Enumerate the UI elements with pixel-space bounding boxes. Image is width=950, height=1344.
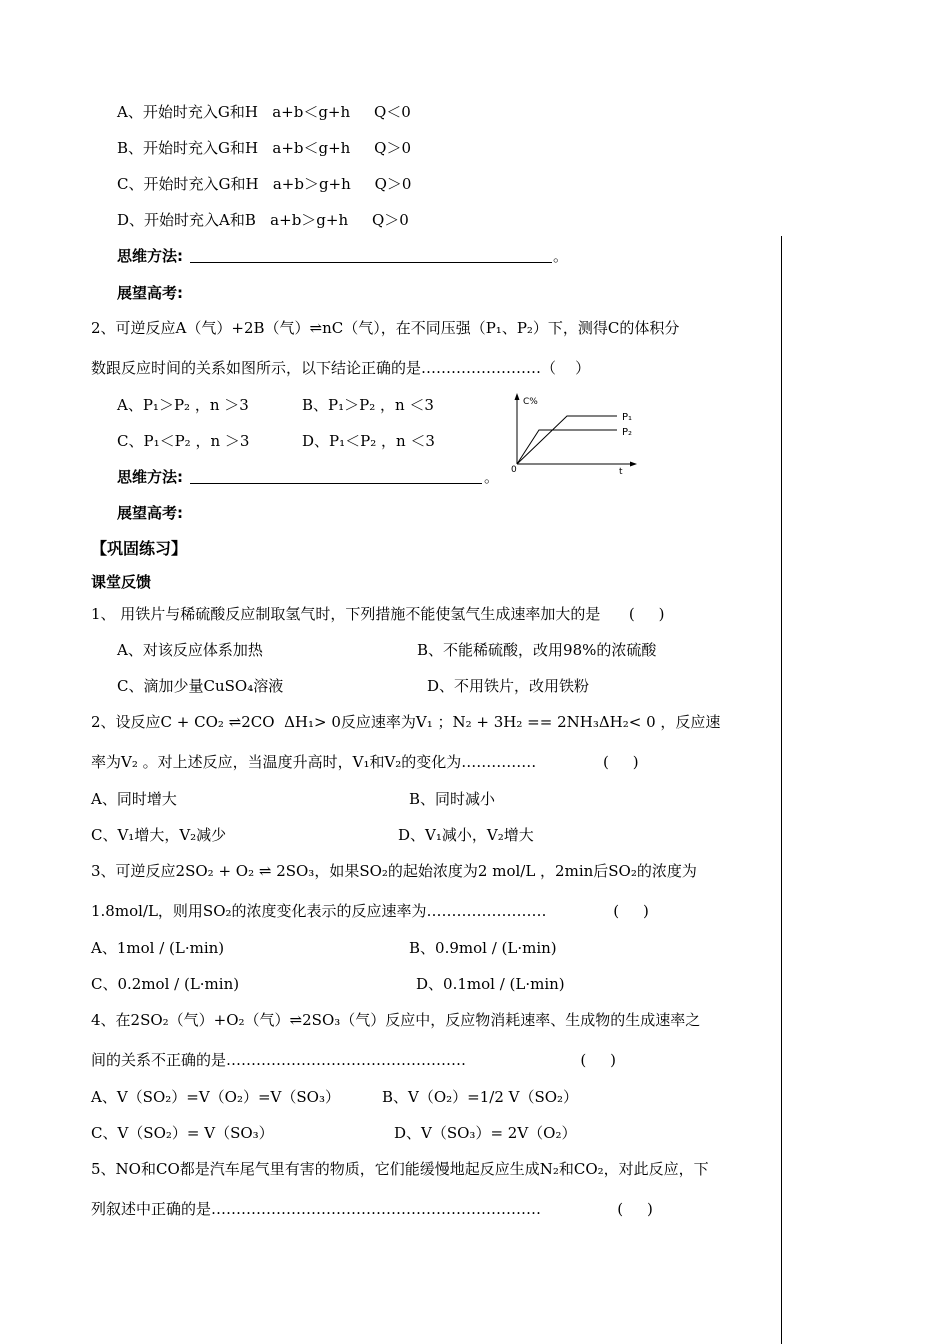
q1-option-c: C、开始时充入G和H a+b＞g+h Q＞0 bbox=[117, 175, 412, 193]
q2-stem-line2: 数跟反应时间的关系如图所示，以下结论正确的是……………………（ ） bbox=[91, 359, 591, 377]
p4-option-d: D、V（SO₃）= 2V（O₂） bbox=[394, 1124, 577, 1142]
concentration-time-graph bbox=[505, 390, 645, 480]
p2-stem-line2: 率为V₂ 。对上述反应，当温度升高时，V₁和V₂的变化为…………… ( ) bbox=[91, 753, 639, 771]
legend-p2: P₂ bbox=[622, 427, 633, 438]
p1-option-a: A、对该反应体系加热 bbox=[117, 641, 263, 659]
legend-p1: P₁ bbox=[622, 412, 633, 423]
period-2: 。 bbox=[484, 468, 500, 486]
answer-blank-1[interactable] bbox=[190, 262, 552, 263]
practice-subheading: 课堂反馈 bbox=[91, 573, 152, 591]
q2-option-a: A、P₁＞P₂ ，n ＞3 bbox=[117, 396, 249, 414]
p3-stem-line1: 3、可逆反应2SO₂ + O₂ ⇌ 2SO₃，如果SO₂的起始浓度为2 mol/L ，2min后SO₂的浓度为 bbox=[91, 862, 697, 880]
q2-option-d: D、P₁＜P₂ ，n ＜3 bbox=[302, 432, 435, 450]
p3-option-a: A、1mol / (L·min) bbox=[91, 939, 225, 957]
p2-option-b: B、同时减小 bbox=[409, 790, 496, 808]
p5-stem-line1: 5、NO和CO都是汽车尾气里有害的物质，它们能缓慢地起反应生成N₂和CO₂，对此反应，下 bbox=[91, 1160, 709, 1178]
p4-option-b: B、V（O₂）=1/2 V（SO₂） bbox=[382, 1088, 579, 1106]
q1-option-b: B、开始时充入G和H a+b＜g+h Q＞0 bbox=[117, 139, 412, 157]
x-axis-label: t bbox=[619, 467, 623, 477]
method-label-1: 思维方法: bbox=[117, 247, 183, 265]
p1-option-b: B、不能稀硫酸，改用98%的浓硫酸 bbox=[417, 641, 657, 659]
curve-p2 bbox=[517, 430, 617, 464]
p2-option-d: D、V₁减小，V₂增大 bbox=[398, 826, 534, 844]
outlook-label-1: 展望高考: bbox=[117, 284, 183, 302]
q1-option-d: D、开始时充入A和B a+b＞g+h Q＞0 bbox=[117, 211, 409, 229]
p2-option-a: A、同时增大 bbox=[91, 790, 177, 808]
q1-option-a: A、开始时充入G和H a+b＜g+h Q＜0 bbox=[117, 103, 411, 121]
answer-blank-2[interactable] bbox=[190, 483, 482, 484]
y-axis-arrow bbox=[515, 393, 520, 400]
method-label-2: 思维方法: bbox=[117, 468, 183, 486]
q2-option-c: C、P₁＜P₂ ，n ＞3 bbox=[117, 432, 250, 450]
p4-option-c: C、V（SO₂）= V（SO₃） bbox=[91, 1124, 274, 1142]
p1-option-d: D、不用铁片，改用铁粉 bbox=[427, 677, 590, 695]
p4-option-a: A、V（SO₂）=V（O₂）=V（SO₃） bbox=[91, 1088, 340, 1106]
q2-stem-line1: 2、可逆反应A（气）+2B（气）⇌nC（气），在不同压强（P₁、P₂）下，测得C的体积分 bbox=[91, 319, 680, 337]
p2-stem-line1: 2、设反应C + CO₂ ⇌2CO ΔH₁> 0反应速率为V₁ ；N₂ + 3H₂ == 2NH₃ΔH₂< 0 ，反应速 bbox=[91, 713, 721, 731]
margin-line bbox=[781, 236, 782, 1344]
q2-option-b: B、P₁＞P₂ ，n ＜3 bbox=[302, 396, 434, 414]
p4-stem-line1: 4、在2SO₂（气）+O₂（气）⇌2SO₃（气）反应中，反应物消耗速率、生成物的生成速率之 bbox=[91, 1011, 701, 1029]
period-1: 。 bbox=[553, 247, 569, 265]
origin-label: 0 bbox=[511, 465, 517, 475]
p3-stem-line2: 1.8mol/L，则用SO₂的浓度变化表示的反应速率为…………………… ( ) bbox=[91, 902, 649, 920]
p1-option-c: C、滴加少量CuSO₄溶液 bbox=[117, 677, 284, 695]
p2-option-c: C、V₁增大，V₂减少 bbox=[91, 826, 227, 844]
practice-heading: 【巩固练习】 bbox=[91, 539, 188, 558]
y-axis-label: C% bbox=[523, 397, 538, 407]
p3-option-b: B、0.9mol / (L·min) bbox=[409, 939, 557, 957]
x-axis-arrow bbox=[630, 462, 637, 467]
p3-option-c: C、0.2mol / (L·min) bbox=[91, 975, 240, 993]
p5-stem-line2: 列叙述中正确的是………………………………………………………… ( ) bbox=[91, 1200, 653, 1218]
p3-option-d: D、0.1mol / (L·min) bbox=[416, 975, 565, 993]
p4-stem-line2: 间的关系不正确的是………………………………………… ( ) bbox=[91, 1051, 616, 1069]
outlook-label-2: 展望高考: bbox=[117, 504, 183, 522]
p1-stem: 1、 用铁片与稀硫酸反应制取氢气时，下列措施不能使氢气生成速率加大的是 ( ) bbox=[91, 605, 665, 623]
